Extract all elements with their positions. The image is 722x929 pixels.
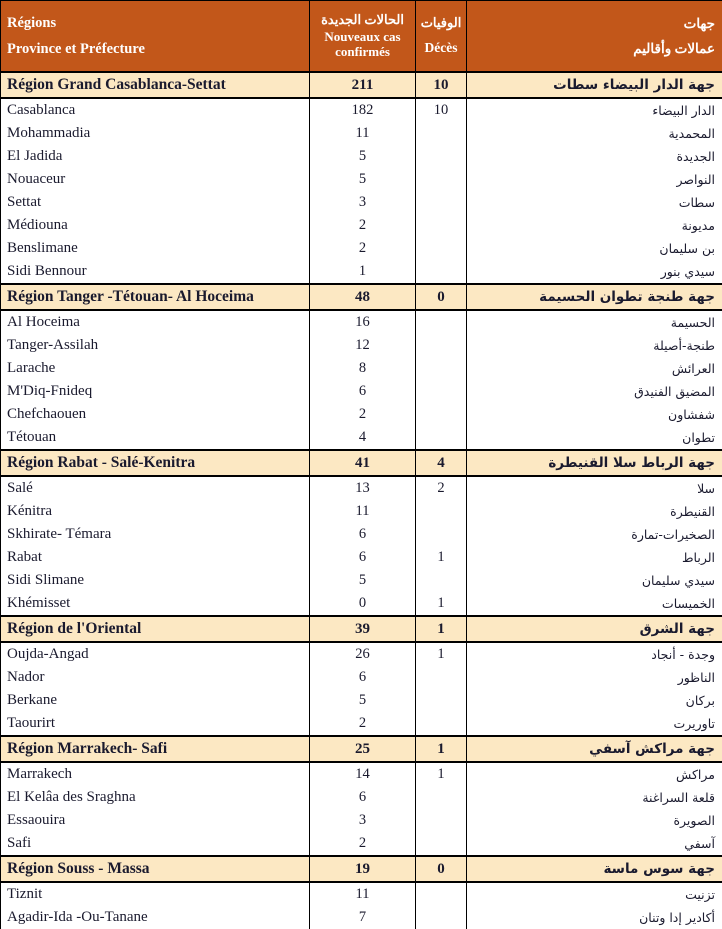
province-name-ar: الجديدة — [467, 145, 722, 168]
province-name-ar: طنجة-أصيلة — [467, 334, 722, 357]
province-deaths-value — [416, 310, 467, 334]
province-name-fr: Larache — [1, 357, 310, 380]
region-cases-value: 211 — [310, 72, 416, 98]
province-name-fr: Nouaceur — [1, 168, 310, 191]
province-name-fr: Tiznit — [1, 882, 310, 906]
province-name-fr: Berkane — [1, 689, 310, 712]
province-cases-value: 2 — [310, 214, 416, 237]
province-deaths-value — [416, 500, 467, 523]
province-cases-value: 6 — [310, 666, 416, 689]
province-cases-value: 11 — [310, 500, 416, 523]
table-row — [1, 426, 722, 450]
province-cases-value: 5 — [310, 689, 416, 712]
region-summary-row — [1, 856, 722, 882]
province-deaths-value — [416, 214, 467, 237]
province-deaths-value: 1 — [416, 546, 467, 569]
province-name-fr: Oujda-Angad — [1, 642, 310, 666]
province-name-fr: Sidi Bennour — [1, 260, 310, 284]
province-cases-value: 6 — [310, 380, 416, 403]
table-body — [1, 72, 722, 929]
province-name-fr: Skhirate- Témara — [1, 523, 310, 546]
region-deaths-value: 0 — [416, 856, 467, 882]
region-cases-value: 48 — [310, 284, 416, 310]
table-row — [1, 809, 722, 832]
province-cases-value: 1 — [310, 260, 416, 284]
region-summary-row — [1, 72, 722, 98]
province-cases-value: 2 — [310, 237, 416, 260]
header-row — [1, 1, 722, 73]
province-deaths-value — [416, 712, 467, 736]
table-row — [1, 214, 722, 237]
province-name-ar: تزنيت — [467, 882, 722, 906]
region-name-fr: Région de l'Oriental — [1, 616, 310, 642]
province-deaths-value: 1 — [416, 642, 467, 666]
province-name-fr: Médiouna — [1, 214, 310, 237]
region-summary-row — [1, 284, 722, 310]
province-deaths-value — [416, 237, 467, 260]
province-cases-value: 2 — [310, 832, 416, 856]
province-deaths-value — [416, 882, 467, 906]
province-cases-value: 12 — [310, 334, 416, 357]
province-name-fr: Tétouan — [1, 426, 310, 450]
table-row — [1, 546, 722, 569]
province-cases-value: 8 — [310, 357, 416, 380]
province-name-ar: آسفي — [467, 832, 722, 856]
header-new-cases-arabic: الحالات الجديدة — [312, 13, 413, 27]
province-name-ar: مديونة — [467, 214, 722, 237]
region-name-fr: Région Rabat - Salé-Kenitra — [1, 450, 310, 476]
region-name-fr: Région Marrakech- Safi — [1, 736, 310, 762]
province-name-fr: Safi — [1, 832, 310, 856]
province-name-fr: Tanger-Assilah — [1, 334, 310, 357]
province-name-ar: الحسيمة — [467, 310, 722, 334]
province-name-fr: Marrakech — [1, 762, 310, 786]
province-deaths-value — [416, 689, 467, 712]
column-header-region-province-arabic — [467, 1, 722, 73]
region-cases-value: 25 — [310, 736, 416, 762]
province-deaths-value — [416, 145, 467, 168]
table-row — [1, 122, 722, 145]
column-header-new-cases — [310, 1, 416, 73]
region-summary-row — [1, 450, 722, 476]
province-deaths-value — [416, 832, 467, 856]
province-name-fr: Essaouira — [1, 809, 310, 832]
province-name-fr: Benslimane — [1, 237, 310, 260]
province-deaths-value — [416, 809, 467, 832]
region-summary-row — [1, 616, 722, 642]
province-name-fr: Settat — [1, 191, 310, 214]
province-name-fr: Al Hoceima — [1, 310, 310, 334]
province-deaths-value — [416, 403, 467, 426]
region-name-ar: جهة الرباط سلا القنيطرة — [467, 450, 722, 476]
table-row — [1, 403, 722, 426]
region-cases-value: 39 — [310, 616, 416, 642]
province-deaths-value — [416, 168, 467, 191]
region-name-ar: جهة مراكش آسفي — [467, 736, 722, 762]
header-regions-label: Régions — [7, 16, 309, 31]
table-row — [1, 592, 722, 616]
column-header-deaths — [416, 1, 467, 73]
province-name-fr: Chefchaouen — [1, 403, 310, 426]
province-deaths-value — [416, 523, 467, 546]
province-deaths-value — [416, 426, 467, 450]
region-deaths-value: 0 — [416, 284, 467, 310]
province-name-ar: الرباط — [467, 546, 722, 569]
province-name-ar: العرائش — [467, 357, 722, 380]
province-cases-value: 5 — [310, 145, 416, 168]
province-name-ar: المحمدية — [467, 122, 722, 145]
province-cases-value: 14 — [310, 762, 416, 786]
province-name-fr: Agadir-Ida -Ou-Tanane — [1, 906, 310, 929]
table-row — [1, 500, 722, 523]
table-row — [1, 882, 722, 906]
province-cases-value: 7 — [310, 906, 416, 929]
province-deaths-value: 10 — [416, 98, 467, 122]
province-name-ar: شفشاون — [467, 403, 722, 426]
table-row — [1, 689, 722, 712]
province-deaths-value — [416, 666, 467, 689]
region-name-fr: Région Tanger -Tétouan- Al Hoceima — [1, 284, 310, 310]
table-row — [1, 523, 722, 546]
header-deaths-arabic: الوفيات — [417, 16, 465, 30]
province-cases-value: 0 — [310, 592, 416, 616]
province-deaths-value — [416, 260, 467, 284]
province-cases-value: 11 — [310, 882, 416, 906]
province-cases-value: 16 — [310, 310, 416, 334]
header-deaths-french: Décès — [417, 41, 465, 56]
province-deaths-value — [416, 122, 467, 145]
header-new-cases-french: Nouveaux cas confirmés — [312, 30, 413, 58]
province-name-ar: سيدي بنور — [467, 260, 722, 284]
table-row — [1, 476, 722, 500]
province-name-fr: Nador — [1, 666, 310, 689]
province-name-fr: Casablanca — [1, 98, 310, 122]
province-name-fr: Taourirt — [1, 712, 310, 736]
table-row — [1, 380, 722, 403]
table-header — [1, 1, 722, 73]
region-summary-row — [1, 736, 722, 762]
table-row — [1, 260, 722, 284]
region-name-ar: جهة سوس ماسة — [467, 856, 722, 882]
table-row — [1, 712, 722, 736]
province-name-ar: سيدي سليمان — [467, 569, 722, 592]
region-cases-value: 41 — [310, 450, 416, 476]
province-name-ar: أكادير إدا وتنان — [467, 906, 722, 929]
header-regions-arabic-label: جهات — [467, 17, 715, 31]
province-deaths-value — [416, 380, 467, 403]
province-name-fr: El Kelâa des Sraghna — [1, 786, 310, 809]
province-name-ar: القنيطرة — [467, 500, 722, 523]
province-cases-value: 11 — [310, 122, 416, 145]
region-name-ar: جهة الدار البيضاء سطات — [467, 72, 722, 98]
region-name-ar: جهة طنجة تطوان الحسيمة — [467, 284, 722, 310]
province-name-ar: الخميسات — [467, 592, 722, 616]
province-name-ar: بركان — [467, 689, 722, 712]
table-row — [1, 569, 722, 592]
region-deaths-value: 10 — [416, 72, 467, 98]
province-deaths-value: 1 — [416, 592, 467, 616]
province-name-fr: Kénitra — [1, 500, 310, 523]
province-cases-value: 2 — [310, 403, 416, 426]
province-name-fr: Salé — [1, 476, 310, 500]
province-name-ar: الناظور — [467, 666, 722, 689]
table-row — [1, 145, 722, 168]
table-row — [1, 334, 722, 357]
province-cases-value: 13 — [310, 476, 416, 500]
province-name-ar: بن سليمان — [467, 237, 722, 260]
province-cases-value: 4 — [310, 426, 416, 450]
province-name-fr: Sidi Slimane — [1, 569, 310, 592]
province-name-fr: M'Diq-Fnideq — [1, 380, 310, 403]
province-name-fr: El Jadida — [1, 145, 310, 168]
province-name-ar: الدار البيضاء — [467, 98, 722, 122]
table-row — [1, 310, 722, 334]
province-name-ar: سطات — [467, 191, 722, 214]
region-name-fr: Région Souss - Massa — [1, 856, 310, 882]
province-name-ar: الصويرة — [467, 809, 722, 832]
table-row — [1, 642, 722, 666]
province-name-fr: Khémisset — [1, 592, 310, 616]
table-row — [1, 832, 722, 856]
province-name-ar: قلعة السراغنة — [467, 786, 722, 809]
region-name-ar: جهة الشرق — [467, 616, 722, 642]
province-deaths-value — [416, 786, 467, 809]
region-deaths-value: 1 — [416, 616, 467, 642]
table-row — [1, 786, 722, 809]
region-deaths-value: 4 — [416, 450, 467, 476]
table-row — [1, 237, 722, 260]
province-cases-value: 6 — [310, 786, 416, 809]
province-name-fr: Mohammadia — [1, 122, 310, 145]
province-cases-value: 6 — [310, 523, 416, 546]
province-cases-value: 26 — [310, 642, 416, 666]
table-row — [1, 762, 722, 786]
table-row — [1, 191, 722, 214]
province-deaths-value — [416, 334, 467, 357]
province-name-ar: تاوريرت — [467, 712, 722, 736]
province-cases-value: 3 — [310, 191, 416, 214]
province-cases-value: 3 — [310, 809, 416, 832]
province-name-ar: مراكش — [467, 762, 722, 786]
province-name-ar: النواصر — [467, 168, 722, 191]
province-deaths-value: 1 — [416, 762, 467, 786]
table-row — [1, 168, 722, 191]
province-name-fr: Rabat — [1, 546, 310, 569]
province-deaths-value — [416, 357, 467, 380]
province-cases-value: 5 — [310, 168, 416, 191]
province-cases-value: 182 — [310, 98, 416, 122]
region-name-fr: Région Grand Casablanca-Settat — [1, 72, 310, 98]
province-deaths-value — [416, 191, 467, 214]
province-deaths-value — [416, 569, 467, 592]
province-name-ar: المضيق الفنيدق — [467, 380, 722, 403]
region-cases-value: 19 — [310, 856, 416, 882]
province-cases-value: 2 — [310, 712, 416, 736]
province-name-ar: الصخيرات-تمارة — [467, 523, 722, 546]
province-name-ar: سلا — [467, 476, 722, 500]
table-row — [1, 666, 722, 689]
province-cases-value: 6 — [310, 546, 416, 569]
table-row — [1, 357, 722, 380]
province-name-ar: تطوان — [467, 426, 722, 450]
region-deaths-value: 1 — [416, 736, 467, 762]
province-deaths-value: 2 — [416, 476, 467, 500]
table-row — [1, 98, 722, 122]
province-name-ar: وجدة - أنجاد — [467, 642, 722, 666]
province-cases-value: 5 — [310, 569, 416, 592]
header-province-arabic-label: عمالات وأقاليم — [467, 42, 715, 56]
header-province-label: Province et Préfecture — [7, 42, 309, 57]
column-header-region-province — [1, 1, 310, 73]
